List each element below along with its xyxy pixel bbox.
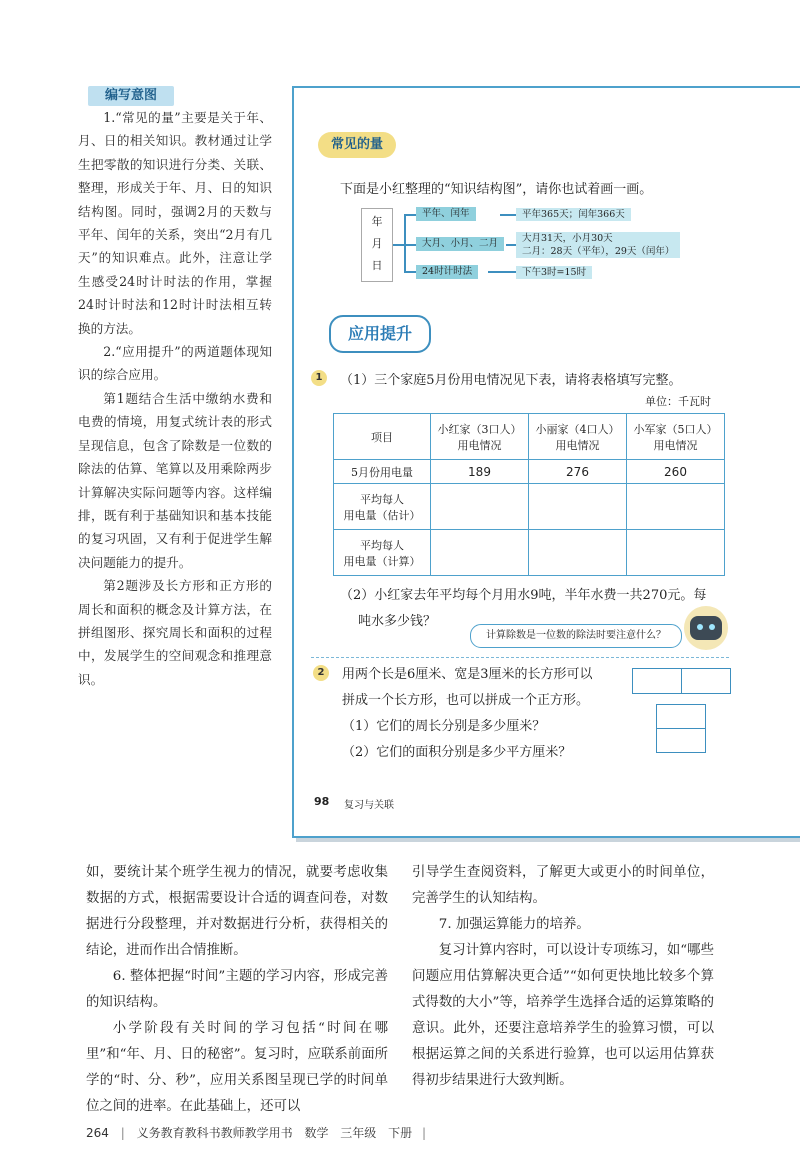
hint-bubble: 计算除数是一位数的除法时要注意什么？	[470, 624, 682, 648]
map-connector	[404, 214, 416, 216]
body-left-paragraph-3: 小学阶段有关时间的学习包括“时间在哪里”和“年、月、日的秘密”。复习时，应联系前面所学的“时、分、秒”，应用关系图呈现已学的时间单位之间的进率。在此基础上，还可以	[86, 1021, 388, 1114]
cell-xiaohong-may: 189	[431, 460, 529, 484]
page-footer	[86, 1124, 426, 1141]
header-xiaojun-name: 小军家（5口人）	[633, 422, 718, 436]
map-connector	[404, 214, 406, 272]
body-right-column	[412, 860, 714, 1094]
cell-xiaoli-may: 276	[529, 460, 627, 484]
branch-24h: 24时计时法	[416, 265, 478, 279]
header-xiaoli-sub: 用电情况	[555, 438, 600, 452]
cell-xiaojun-may: 260	[627, 460, 725, 484]
header-xiaoli-name: 小丽家（4口人）	[535, 422, 620, 436]
map-connector	[404, 244, 416, 246]
notes-paragraph-1: 1.“常见的量”主要是关于年、月、日的相关知识。教材通过让学生把零散的知识进行分类、关联、整理，形成关于年、月、日的知识结构图。同时，强调2月的天数与平年、闰年的关系，突出“2月有几天”的知识难点。此外，注意让学生感受24时计时法的作用，掌握24时计时法和12时计时法相互转换的方法。	[78, 110, 272, 336]
root-char-month: 月	[371, 237, 383, 250]
row-label-calc-line-2: 用电量（计算）	[343, 554, 421, 568]
branch-leap-year: 平年、闰年	[416, 207, 476, 221]
map-connector	[500, 214, 516, 216]
header-item: 项目	[334, 414, 431, 460]
square-figure-top	[656, 704, 706, 729]
result-leap-year: 平年365天；闰年366天	[516, 208, 631, 221]
notes-column	[78, 106, 272, 691]
result-months	[516, 232, 680, 258]
root-char-year: 年	[371, 215, 383, 228]
row-label-estimate-line-1: 平均每人	[360, 492, 404, 506]
branch-months: 大月、小月、二月	[416, 237, 504, 251]
notes-paragraph-4: 第2题涉及长方形和正方形的周长和面积的概念及计算方法，在拼组图形、探究周长和面积的过程中，发展学生的空间观念和推理意识。	[78, 578, 272, 687]
notes-paragraph-2: 2.“应用提升”的两道题体现知识的综合应用。	[78, 344, 272, 383]
header-xiaohong	[431, 414, 529, 460]
question-2-line-1: 用两个长是6厘米、宽是3厘米的长方形可以	[342, 667, 593, 682]
footer-grade: 三年级	[340, 1126, 377, 1140]
footer-separator: |	[421, 1126, 427, 1140]
root-char-day: 日	[371, 259, 383, 272]
electricity-table	[333, 413, 725, 576]
footer-book-title: 义务教育教科书教师教学用书	[136, 1126, 293, 1140]
body-right-paragraph-1: 引导学生查阅资料，了解更大或更小的时间单位，完善学生的认知结构。	[412, 865, 714, 906]
square-figure-bottom	[656, 728, 706, 753]
body-left-column	[86, 860, 388, 1120]
footer-volume: 下册	[388, 1126, 413, 1140]
textbook-page-number: 98	[314, 795, 330, 808]
map-connector	[506, 244, 516, 246]
footer-page-number: 264	[86, 1126, 109, 1140]
footer-subject: 数学	[304, 1126, 329, 1140]
cell-blank[interactable]	[627, 484, 725, 530]
question-2-line-2: 拼成一个长方形，也可以拼成一个正方形。	[342, 693, 590, 708]
cell-blank[interactable]	[431, 530, 529, 576]
question-1-number: 1	[311, 370, 327, 386]
result-months-line-1: 大月31天，小月30天	[522, 233, 613, 244]
question-divider	[311, 657, 729, 658]
map-connector	[404, 271, 416, 273]
header-xiaohong-sub: 用电情况	[457, 438, 502, 452]
cell-blank[interactable]	[529, 530, 627, 576]
unit-label: 单位：千瓦时	[645, 395, 711, 408]
table-row	[334, 484, 725, 530]
map-connector	[488, 271, 516, 273]
question-2-number: 2	[313, 665, 329, 681]
row-label-estimate-line-2: 用电量（估计）	[343, 508, 421, 522]
textbook-page-section: 复习与关联	[344, 800, 394, 811]
notes-tag: 编写意图	[88, 86, 174, 106]
question-2-sub-1: （1）它们的周长分别是多少厘米？	[342, 719, 546, 734]
table-header-row	[334, 414, 725, 460]
row-label-may: 5月份用电量	[334, 460, 431, 484]
result-months-line-2: 二月：28天（平年），29天（闰年）	[522, 246, 675, 257]
footer-separator: |	[120, 1126, 125, 1140]
robot-eye-icon	[697, 624, 703, 630]
header-xiaohong-name: 小红家（3口人）	[437, 422, 522, 436]
question-2-sub-2: （2）它们的面积分别是多少平方厘米？	[342, 745, 572, 760]
rectangle-figure-left	[632, 668, 682, 694]
apply-tag: 应用提升	[329, 315, 431, 353]
row-label-calc	[334, 530, 431, 576]
robot-eye-icon	[709, 624, 715, 630]
question-1-part-2-line-2: 吨水多少钱？	[358, 614, 437, 629]
table-row	[334, 460, 725, 484]
cell-blank[interactable]	[431, 484, 529, 530]
body-left-paragraph-1: 如，要统计某个班学生视力的情况，就要考虑收集数据的方式，根据需要设计合适的调查问卷，对数据进行分段整理，并对数据进行分析，获得相关的结论，进而作出合情推断。	[86, 865, 388, 958]
table-row	[334, 530, 725, 576]
intro-text: 下面是小红整理的“知识结构图”，请你也试着画一画。	[340, 182, 653, 197]
header-xiaoli	[529, 414, 627, 460]
result-24h: 下午3时=15时	[516, 266, 592, 279]
row-label-calc-line-1: 平均每人	[360, 538, 404, 552]
robot-face-icon	[690, 616, 722, 640]
question-1-part-2-line-1: （2）小红家去年平均每个月用水9吨，半年水费一共270元。每	[340, 588, 707, 603]
knowledge-map-root	[361, 208, 393, 282]
header-xiaojun-sub: 用电情况	[653, 438, 698, 452]
rectangle-figure-right	[681, 668, 731, 694]
notes-paragraph-3: 第1题结合生活中缴纳水费和电费的情境，用复式统计表的形式呈现信息，包含了除数是一位数的除法的估算、笔算以及用乘除两步计算解决实际问题等内容。这样编排，既有利于基础知识和基本技能的复习巩固，又有利于促进学生解决问题能力的提升。	[78, 390, 272, 570]
section-tag: 常见的量	[318, 132, 396, 158]
body-right-paragraph-2: 7. 加强运算能力的培养。	[438, 917, 590, 932]
question-1-part-1: （1）三个家庭5月份用电情况见下表，请将表格填写完整。	[340, 373, 682, 388]
header-xiaojun	[627, 414, 725, 460]
body-right-paragraph-3: 复习计算内容时，可以设计专项练习，如“哪些问题应用估算解决更合适”“如何更快地比较多个算式得数的大小”等，培养学生选择合适的运算策略的意识。此外，还要注意培养学生的验算习惯，可以根据运算之间的关系进行验算，也可以运用估算获得初步结果进行大致判断。	[412, 943, 714, 1088]
cell-blank[interactable]	[627, 530, 725, 576]
body-left-paragraph-2: 6. 整体把握“时间”主题的学习内容，形成完善的知识结构。	[86, 969, 388, 1010]
cell-blank[interactable]	[529, 484, 627, 530]
row-label-estimate	[334, 484, 431, 530]
